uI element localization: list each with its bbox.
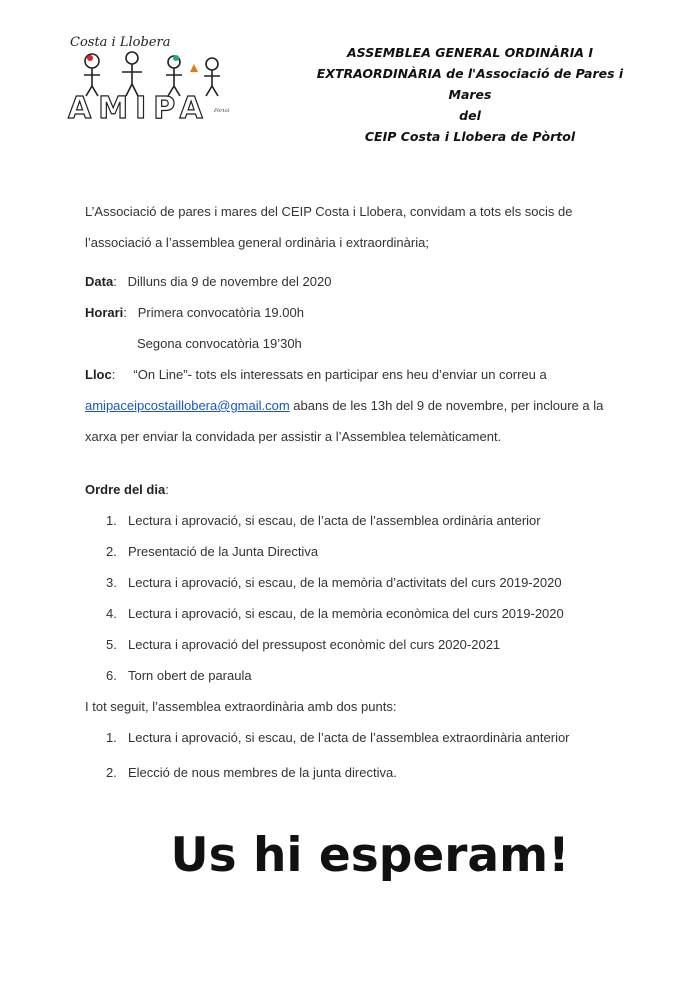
- extra-item: 2. Elecció de nous membres de la junta directiva.: [106, 765, 397, 780]
- extra-item: 1. Lectura i aprovació, si escau, de l’acta de l’assemblea extraordinària anterior: [106, 730, 570, 745]
- heading-line-1: ASSEMBLEA GENERAL ORDINÀRIA I: [346, 45, 594, 60]
- time-row: Horari : Primera convocatòria 19.00h: [85, 297, 625, 328]
- agenda-item: 6. Torn obert de paraula: [106, 668, 252, 683]
- intro-line-1: L’Associació de pares i mares del CEIP Costa i Llobera, convidam a tots els socis de: [85, 204, 573, 219]
- agenda-item: 5. Lectura i aprovació del pressupost econòmic del curs 2020-2021: [106, 637, 501, 652]
- agenda-title-row: Ordre del dia:: [85, 482, 169, 497]
- document-heading: [300, 42, 640, 147]
- time-second-row: [85, 328, 625, 359]
- document-body: [85, 196, 625, 788]
- agenda-title: Ordre del dia: [85, 482, 166, 497]
- extra-intro: I tot seguit, l’assemblea extraordinària amb dos punts:: [85, 699, 397, 714]
- intro-line-2: l’associació a l’assemblea general ordinària i extraordinària;: [85, 235, 429, 250]
- place-label: Lloc: [85, 367, 112, 382]
- date-row: Data : Dilluns dia 9 de novembre del 2020: [85, 266, 625, 297]
- email-link[interactable]: amipaceipcostaillobera@gmail.com: [85, 398, 290, 413]
- place-text-1: “On Line”- tots els interessats en participar ens heu d’enviar un correu a: [133, 367, 547, 382]
- amipa-logo: [62, 28, 242, 123]
- agenda-item: 1. Lectura i aprovació, si escau, de l’acta de l’assemblea ordinària anterior: [106, 513, 541, 528]
- agenda-item: 2. Presentació de la Junta Directiva: [106, 544, 319, 559]
- logo-script-text: Costa i Llobera: [70, 35, 171, 50]
- heading-line-3: del: [459, 108, 481, 123]
- extra-list: [85, 722, 625, 788]
- agenda-list: [85, 505, 625, 691]
- logo-letters: AMIPA: [68, 91, 210, 123]
- logo-small-text: Pòrtol: [214, 108, 230, 114]
- agenda-item: 4. Lectura i aprovació, si escau, de la memòria econòmica del curs 2019-2020: [106, 606, 564, 621]
- agenda-item: 3. Lectura i aprovació, si escau, de la memòria d’activitats del curs 2019-2020: [106, 575, 562, 590]
- time-second: Segona convocatòria 19’30h: [137, 336, 302, 351]
- heading-line-2: EXTRAORDINÀRIA de l'Associació de Pares i Mares: [316, 66, 624, 102]
- place-text-3: xarxa per enviar la convidada per assistir a l’Assemblea telemàticament.: [85, 429, 502, 444]
- closing-message: Us hi esperam!: [170, 828, 570, 883]
- time-label: Horari: [85, 305, 124, 320]
- heading-line-4: CEIP Costa i Llobera de Pòrtol: [364, 129, 576, 144]
- time-first: Primera convocatòria 19.00h: [137, 305, 304, 320]
- place-text-2: abans de les 13h del 9 de novembre, per incloure a la: [289, 398, 604, 413]
- place-line-2: [85, 390, 625, 421]
- date-label: Data: [85, 274, 114, 289]
- amipa-logo-drawing: [62, 28, 242, 123]
- place-row: Lloc : “On Line”- tots els interessats en participar ens heu d’enviar un correu a: [85, 359, 625, 390]
- date-value: Dilluns dia 9 de novembre del 2020: [127, 274, 332, 289]
